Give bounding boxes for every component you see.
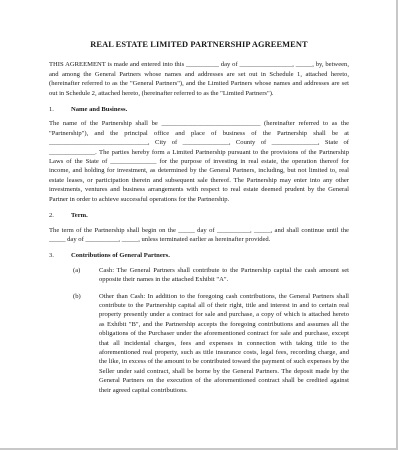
document-page bbox=[49, 40, 349, 402]
document-title: REAL ESTATE LIMITED PARTNERSHIP AGREEMENT bbox=[90, 40, 308, 49]
section-3b bbox=[49, 292, 349, 395]
section-1-text: The name of the Partnership shall be ______________________________ (hereinafter referred to as the "Partnership"), and the principal office and place of business of the Partnership shall be at ______________________________, City of ______________, County of ______________, State of ______________. The parties hereby form a Limited Partnership pursuant to the provisions of the Partnership Laws of the State of ______________ for the purpose of investing in real estate, the operation thereof for income, and holding for investment, as determined by the General Partners, including, but not limited to, real estate leases, or participation therein and subsequent sale thereof. The Partnership may enter into any other investments, ventures and business arrangements with respect to real estate deemed prudent by the General Partner in order to achieve successful operations for the Partnership. bbox=[49, 120, 349, 203]
section-number: 1. bbox=[49, 106, 54, 114]
section-title: Contributions of General Partners. bbox=[71, 252, 170, 260]
intro-paragraph: THIS AGREEMENT is made and entered into this __________ day of ________________, _____, by, between, and among the General Partners whose names and addresses are set out in Schedule 1, attached hereto, (hereinafter referred to as the "General Partners"), and the Limited Partners whose names and addresses are set out in Schedule 2, attached hereto, (hereinafter referred to as the "Limited Partners"). bbox=[49, 61, 349, 97]
section-2-heading bbox=[49, 211, 349, 220]
section-2-text: The term of the Partnership shall begin on the _____ day of __________, _____, and shall continue until the _____ day of __________, _____, unless terminated earlier as hereinafter provided. bbox=[49, 226, 349, 243]
section-title: Term. bbox=[71, 212, 88, 220]
section-3-heading bbox=[49, 251, 349, 260]
section-1-heading bbox=[49, 105, 349, 114]
section-number: 3. bbox=[49, 252, 54, 260]
section-3a bbox=[49, 266, 349, 285]
section-title: Name and Business. bbox=[71, 106, 128, 114]
item-text: Other than Cash: In addition to the foregoing cash contributions, the General Partners shall contribute to the Partnership capital all of their right, title and interest in and to certain real property presently under a contract for sale and purchase, a copy of which is attached hereto as Exhibit "B", and the Partnership accepts the foregoing contributions and assumes all the obligations of the Purchaser under the aforementioned contract for sale and purchase, except that all incidental charges, fees and expenses in connection with taking title to the aforementioned real property, such as title insurance costs, legal fees, recording charge, and the like, in excess of the amount to be contributed toward the payment of such expenses by the Seller under said contract, shall be borne by the General Partners. The deposit made by the General Partners on the execution of the aforementioned contract shall be credited against their agreed capital contributions. bbox=[99, 292, 349, 394]
item-label: (a) bbox=[73, 266, 81, 274]
item-text: Cash: The General Partners shall contribute to the Partnership capital the cash amount set opposite their names in the attached Exhibit "A". bbox=[99, 266, 349, 284]
item-label: (b) bbox=[73, 292, 81, 300]
section-number: 2. bbox=[49, 212, 54, 220]
